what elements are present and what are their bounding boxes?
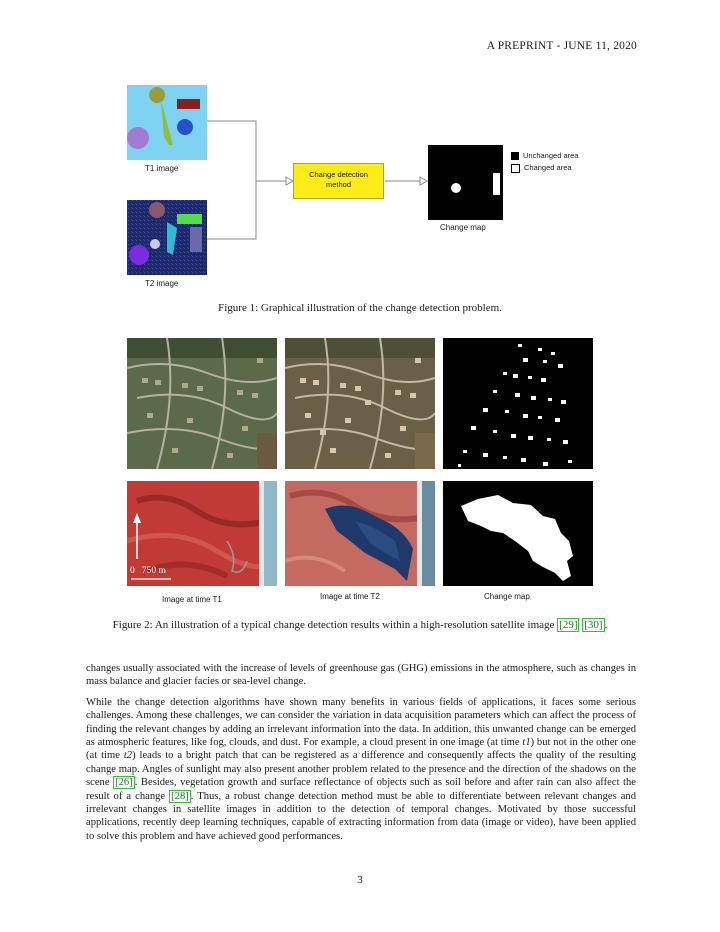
- black-square-icon: [511, 152, 519, 160]
- method-label-line1: Change detection: [309, 170, 368, 179]
- flow-connectors: [0, 0, 720, 320]
- t1-italic: t1: [522, 737, 531, 749]
- p2-part2: ) but not in the other one (at time: [86, 737, 636, 762]
- urban-change-map: [443, 338, 593, 469]
- urban-image-t1: [127, 338, 277, 469]
- paragraph-1: changes usually associated with the increase of levels of greenhouse gas (GHG) emissions in the atmosphere, such as changes in mass balance and glacier facies or sea-level change.: [86, 663, 636, 688]
- t1-label: T1 image: [145, 164, 179, 173]
- t2-label: T2 image: [145, 279, 179, 288]
- figure-2-caption-text: Figure 2: An illustration of a typical change detection results within a high-resolution satellite image: [112, 619, 558, 631]
- citation-29[interactable]: [29]: [559, 619, 578, 631]
- change-map-label: Change map: [440, 223, 486, 232]
- figure-2-caption: [0, 619, 720, 631]
- body-text: [86, 662, 636, 850]
- figure-1-caption: Figure 1: Graphical illustration of the change detection problem.: [218, 302, 502, 314]
- white-square-icon: [511, 164, 520, 173]
- figure-2-caption-end: .: [604, 619, 608, 631]
- change-detection-method-box: [293, 163, 384, 199]
- legend-label-unchanged: Unchanged area: [523, 151, 579, 160]
- figure-1: [0, 0, 720, 320]
- col-label-t1: Image at time T1: [162, 595, 222, 604]
- p2-part3: ) leads to a bright patch that can be registered as a difference and consequently affects the quality of the resulting change map. Angles of sunlight may also present another problem related to the presence and the direction of the shadows on the scene: [86, 750, 636, 789]
- coastal-image-t1: [127, 481, 277, 586]
- running-header: A PREPRINT - JUNE 11, 2020: [486, 40, 637, 52]
- scale-bar-label: 0 750 m: [130, 566, 166, 576]
- coastal-image-t2: [285, 481, 435, 586]
- citation-28[interactable]: [28]: [171, 790, 189, 802]
- change-map-output: [428, 145, 503, 220]
- figure-2: [0, 330, 720, 640]
- coastal-change-map: [443, 481, 593, 586]
- legend: [511, 150, 578, 174]
- citation-26[interactable]: [26]: [115, 777, 133, 789]
- method-label-line2: method: [325, 180, 352, 189]
- legend-item-unchanged: [511, 150, 578, 162]
- urban-image-t2: [285, 338, 435, 469]
- page-number: 3: [357, 874, 363, 886]
- t2-italic: t2: [123, 750, 133, 762]
- p2-part1: While the change detection algorithms have shown many benefits in various fields of applications, it faces some serious challenges. Among these challenges, we can consider the variation in data acquisition parameters which can affect the process of finding the relevant changes by adding an irrelevant information into the data. In addition, this unwanted change can be emerged as atmospheric features, like fog, clouds, and dust. For example, a cloud present in one image (at time: [86, 696, 636, 749]
- p2-part5: . Thus, a robust change detection method must be able to differentiate between relevant changes and irrelevant changes in satellite images in addition to the detection of temporal changes. Motivated by those successful applications, recently deep learning techniques, capable of extracting information from data (image or video), have been applied to solve this problem and have achieved good performances.: [86, 790, 637, 842]
- legend-item-changed: [511, 162, 578, 174]
- legend-label-changed: Changed area: [524, 163, 572, 172]
- col-label-t2: Image at time T2: [320, 592, 380, 601]
- p2-part4: . Besides, vegetation growth and surface reflectance of objects such as soil before and after rain can also affect the result of a change: [86, 777, 636, 802]
- citation-30[interactable]: [30]: [584, 619, 603, 631]
- col-label-change-map: Change map: [484, 592, 530, 601]
- paragraph-2: [86, 696, 636, 843]
